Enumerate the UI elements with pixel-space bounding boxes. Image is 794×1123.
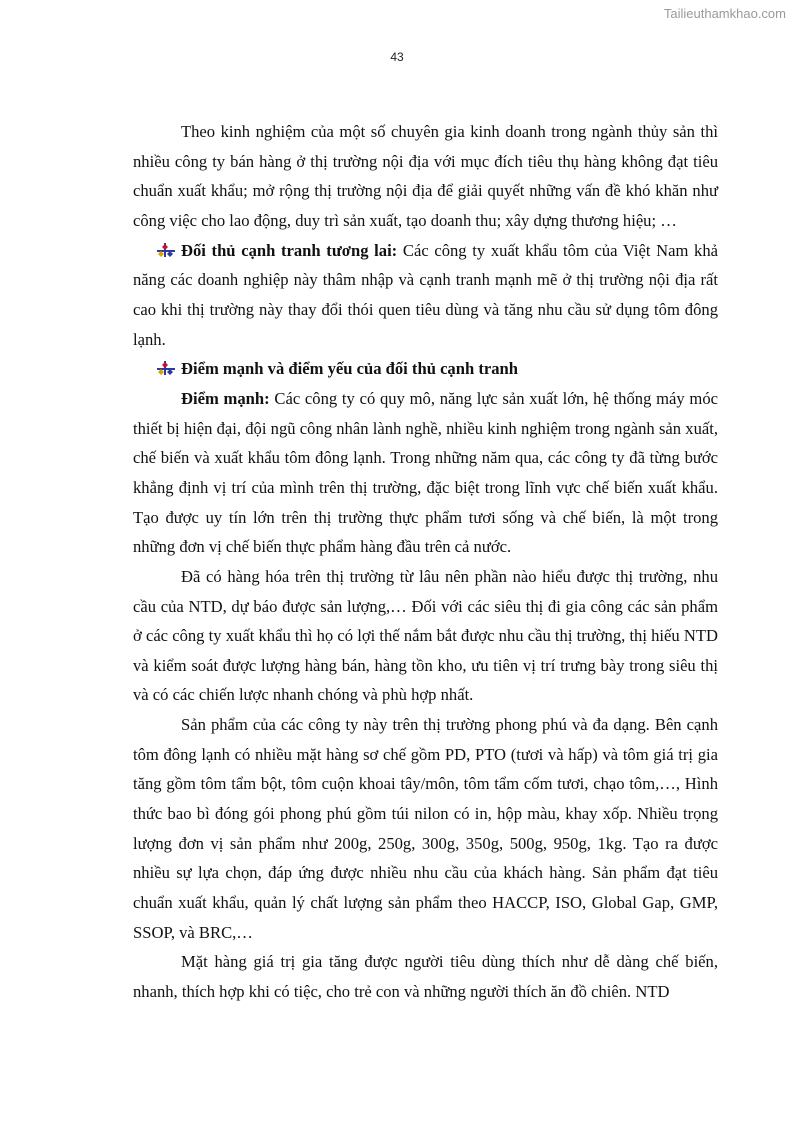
bullet-strengths-weaknesses xyxy=(133,354,718,384)
four-diamond-bullet-icon xyxy=(157,243,175,257)
paragraph-market-knowledge: Đã có hàng hóa trên thị trường từ lâu nên phần nào hiểu được thị trường, nhu cầu của NTD, dự báo được sản lượng,… Đối với các siêu thị đi gia công các sản phẩm ở các công ty xuất khẩu thì họ có lợi thế nắm bắt được nhu cầu thị trường, thị hiếu NTD và kiểm soát được lượng hàng bán, hàng tồn kho, ưu tiên vị trí trưng bày trong siêu thị và có các chiến lược nhanh chóng và phù hợp nhất. xyxy=(133,566,718,705)
bullet-title: Đối thủ cạnh tranh tương lai: xyxy=(181,240,398,260)
strengths-label: Điểm mạnh: xyxy=(181,388,270,408)
paragraph-intro: Theo kinh nghiệm của một số chuyên gia kinh doanh trong ngành thủy sản thì nhiều công ty bán hàng ở thị trường nội địa với mục đích tiêu thụ hàng không đạt tiêu chuẩn xuất khẩu; mở rộng thị trường nội địa để giải quyết những vấn đề khó khăn như công việc cho lao động, duy trì sản xuất, tạo doanh thu; xây dựng thương hiệu; … xyxy=(133,122,718,230)
paragraph-value-added: Mặt hàng giá trị gia tăng được người tiêu dùng thích như dễ dàng chế biến, nhanh, thích hợp khi có tiệc, cho trẻ con và những người thích ăn đồ chiên. NTD xyxy=(133,952,718,1002)
document-body xyxy=(133,117,718,1007)
bullet-future-competitors xyxy=(133,236,718,355)
four-diamond-bullet-icon xyxy=(157,361,175,375)
page-number: 43 xyxy=(390,50,404,64)
strengths-text: Các công ty có quy mô, năng lực sản xuất lớn, hệ thống máy móc thiết bị hiện đại, đội ngũ công nhân lành nghề, nhiều kinh nghiệm trong ngành sản xuất, chế biến và xuất khẩu tôm đông lạnh. Trong những năm qua, các công ty đã từng bước khẳng định vị trí của mình trên thị trường, đặc biệt trong lĩnh vực chế biến xuất khẩu. Tạo được uy tín lớn trên thị trường thực phẩm tươi sống và chế biến, là một trong những đơn vị chế biến thực phẩm hàng đầu trên cả nước. xyxy=(133,388,718,557)
watermark: Tailieuthamkhao.com xyxy=(663,6,786,21)
paragraph-products: Sản phẩm của các công ty này trên thị trường phong phú và đa dạng. Bên cạnh tôm đông lạnh có nhiều mặt hàng sơ chế gồm PD, PTO (tươi và hấp) và tôm giá trị gia tăng gồm tôm tẩm bột, tôm cuộn khoai tây/môn, tôm tẩm cốm tươi, chạo tôm,…, Hình thức bao bì đóng gói phong phú gồm túi nilon có in, hộp màu, khay xốp. Nhiều trọng lượng đơn vị sản phẩm như 200g, 250g, 300g, 350g, 500g, 950g, 1kg. Tạo ra được nhiều sự lựa chọn, đáp ứng được nhiều nhu cầu của khách hàng. Sản phẩm đạt tiêu chuẩn xuất khẩu, quản lý chất lượng sản phẩm theo HACCP, ISO, Global Gap, GMP, SSOP, và BRC,… xyxy=(133,715,718,942)
paragraph-strengths xyxy=(133,384,718,562)
section-heading: Điểm mạnh và điểm yếu của đối thủ cạnh tranh xyxy=(181,359,518,379)
bullet-text: Các công ty xuất khẩu tôm của Việt Nam khả năng các doanh nghiệp này thâm nhập và cạnh tranh mạnh mẽ ở thị trường nội địa rất cao khi thị trường này thay đổi thói quen tiêu dùng và tăng nhu cầu sử dụng tôm đông lạnh. xyxy=(133,240,718,349)
